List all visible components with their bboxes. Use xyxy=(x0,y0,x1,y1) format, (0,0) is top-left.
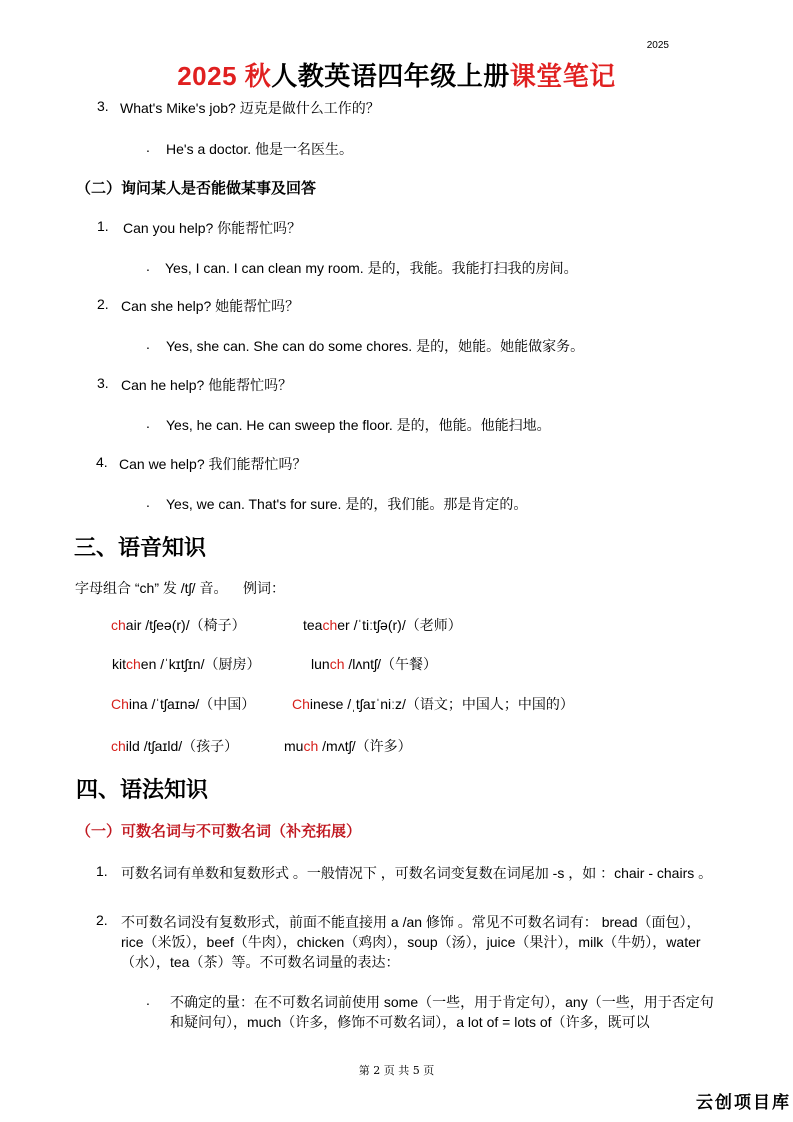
word-highlight: ch xyxy=(126,656,141,672)
question-text: Can he help? 他能帮忙吗？ xyxy=(121,377,293,393)
answer-bullet: . xyxy=(146,494,150,510)
word-highlight: ch xyxy=(111,617,126,633)
q-number: 3. xyxy=(97,375,109,391)
answer-text: Yes, he can. He can sweep the floor. 是的，他能。他能扫地。 xyxy=(166,417,551,433)
title-book: 人教英语四年级上册 xyxy=(271,62,510,92)
word-suffix: ild /tʃaɪld/（孩子） xyxy=(125,738,239,754)
question-text: What's Mike's job? 迈克是做什么工作的？ xyxy=(120,100,380,116)
grammar-paragraph: 不可数名词没有复数形式，前面不能直接用 a /an 修饰 。常见不可数名词有： bread（面包），rice（米饭），beef（牛肉），chicken（鸡肉），soup（汤），juice（果汁），milk（牛奶），water（水），tea（茶）等。不可数名词量的表达： xyxy=(121,914,701,970)
word-prefix: mu xyxy=(284,738,304,754)
word-prefix: lun xyxy=(311,656,330,672)
answer-text: Yes, I can. I can clean my room. 是的，我能。我能打扫我的房间。 xyxy=(165,260,578,276)
phonics-word xyxy=(111,694,255,714)
answer-bullet: . xyxy=(146,139,150,155)
grammar-paragraph: 可数名词有单数和复数形式 。一般情况下 ，可数名词变复数在词尾加 -s ，如 ：chair - chairs 。 xyxy=(121,865,713,881)
word-highlight: Ch xyxy=(292,696,310,712)
phonics-word xyxy=(284,736,412,756)
word-suffix: air /tʃeə(r)/（椅子） xyxy=(125,617,246,633)
answer-bullet: . xyxy=(146,258,150,274)
question-text: Can she help? 她能帮忙吗？ xyxy=(121,298,300,314)
brand-watermark: 云创项目库 xyxy=(696,1093,791,1113)
word-suffix: inese /ˌtʃaɪˈniːz/（语文；中国人；中国的） xyxy=(309,696,574,712)
answer-text: Yes, she can. She can do some chores. 是的，她能。她能做家务。 xyxy=(166,338,585,354)
section-heading-ability: （二）询问某人是否能做某事及回答 xyxy=(76,179,317,197)
answer-bullet: . xyxy=(146,336,150,352)
word-suffix: ina /ˈtʃaɪnə/（中国） xyxy=(128,696,256,712)
q-number: 3. xyxy=(97,98,109,114)
word-suffix: er /ˈtiːtʃə(r)/（老师） xyxy=(337,617,462,633)
phonics-word xyxy=(303,615,462,635)
word-highlight: ch xyxy=(111,738,126,754)
title-year: 2025 秋 xyxy=(177,61,272,91)
grammar-subheading: （一）可数名词与不可数名词（补充拓展） xyxy=(76,822,362,840)
section-heading-phonics: 三、语音知识 xyxy=(74,535,207,561)
word-prefix: kit xyxy=(112,656,126,672)
phonics-intro: 字母组合 “ch” 发 /tʃ/ 音。 例词： xyxy=(75,580,286,596)
paragraph-number: 2. xyxy=(96,912,108,928)
page-footer: 第 2 页 共 5 页 xyxy=(358,1064,435,1077)
phonics-word xyxy=(311,654,437,674)
word-highlight: ch xyxy=(322,617,338,633)
word-prefix: tea xyxy=(303,617,323,633)
phonics-word xyxy=(111,615,246,635)
q-number: 4. xyxy=(96,454,108,470)
word-suffix: /mʌtʃ/（许多） xyxy=(318,738,412,754)
phonics-word xyxy=(111,736,238,756)
corner-year: 2025 xyxy=(646,40,669,51)
answer-text: He's a doctor. 他是一名医生。 xyxy=(166,141,354,157)
title-notes: 课堂笔记 xyxy=(509,62,616,92)
q-number: 2. xyxy=(97,296,109,312)
question-text: Can you help? 你能帮忙吗？ xyxy=(123,220,302,236)
phonics-word xyxy=(292,694,574,714)
paragraph-number: 1. xyxy=(96,863,108,879)
word-highlight: ch xyxy=(329,656,345,672)
word-highlight: ch xyxy=(303,738,319,754)
answer-text: Yes, we can. That's for sure. 是的，我们能。那是肯定的。 xyxy=(166,496,528,512)
grammar-subparagraph: 不确定的量：在不可数名词前使用 some（一些，用于肯定句），any（一些，用于否定句和疑问句），much（许多，修饰不可数名词），a lot of = lots of（许多，既可以 xyxy=(170,994,714,1030)
section-heading-grammar: 四、语法知识 xyxy=(76,777,209,803)
word-suffix: /lʌntʃ/（午餐） xyxy=(344,656,438,672)
paragraph-bullet: . xyxy=(146,992,150,1008)
word-suffix: en /ˈkɪtʃɪn/（厨房） xyxy=(140,656,261,672)
q-number: 1. xyxy=(97,218,109,234)
phonics-word xyxy=(112,654,260,674)
answer-bullet: . xyxy=(146,415,150,431)
word-highlight: Ch xyxy=(111,696,129,712)
question-text: Can we help? 我们能帮忙吗？ xyxy=(119,456,307,472)
page-title xyxy=(0,56,793,93)
